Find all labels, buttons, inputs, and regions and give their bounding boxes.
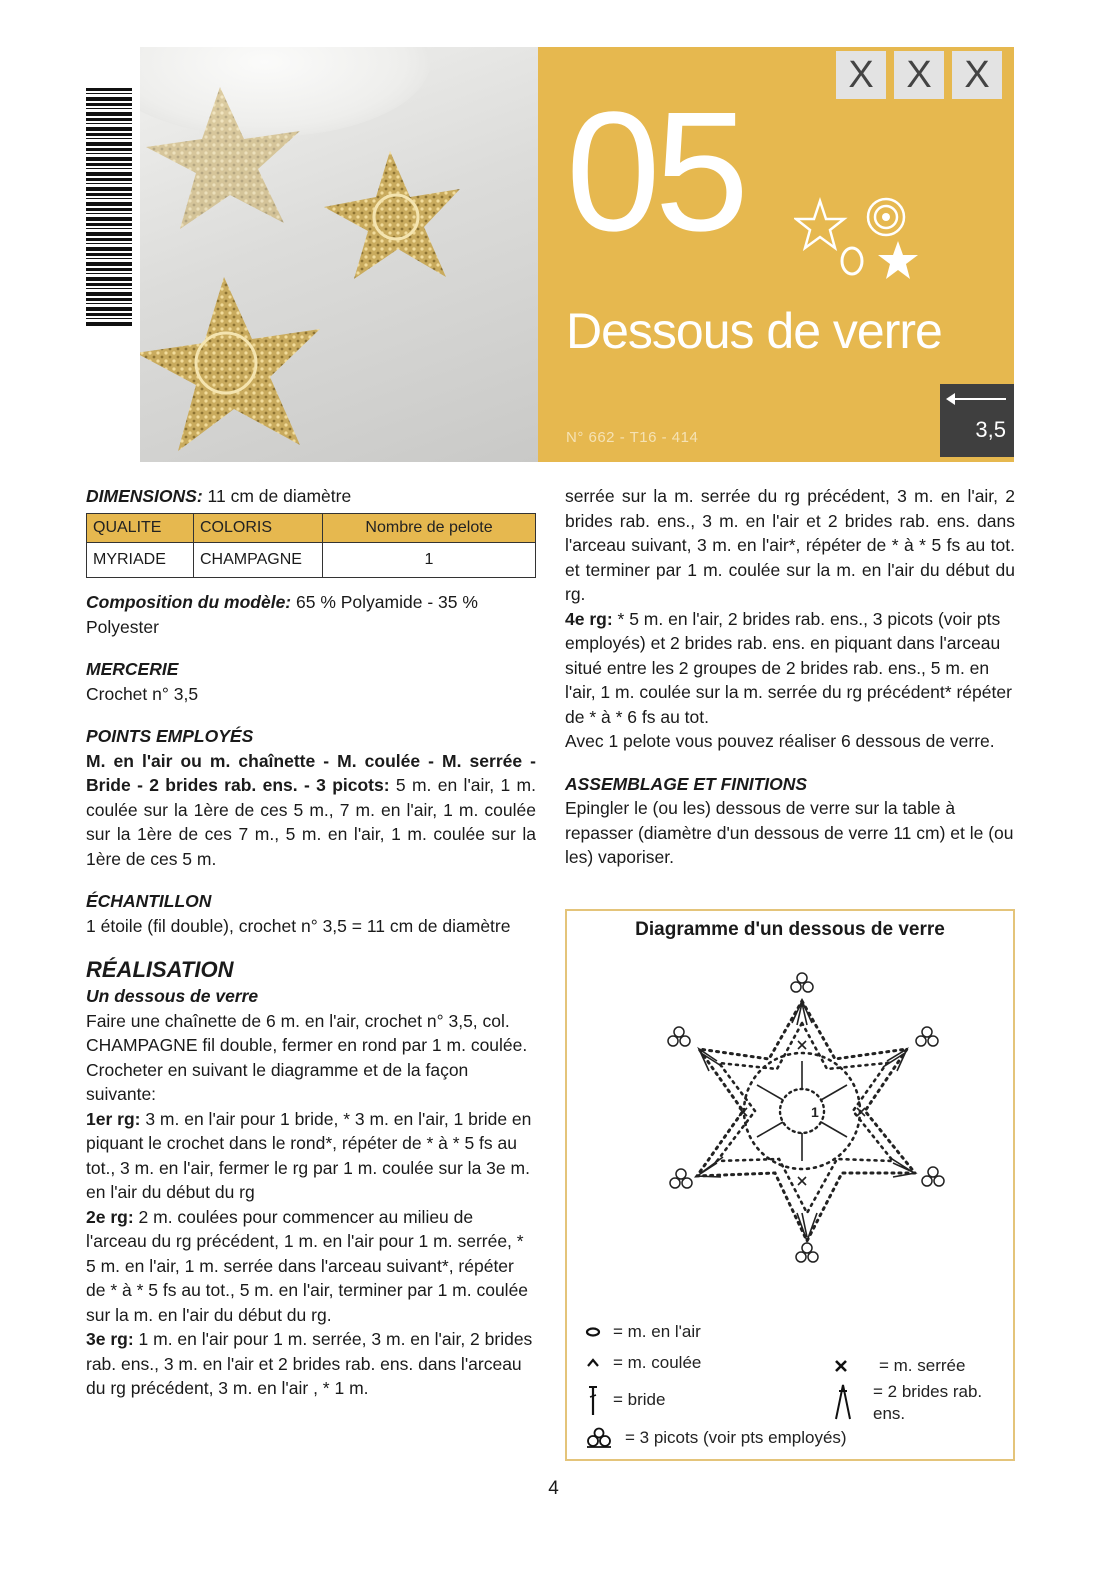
table-header: COLORIS bbox=[194, 513, 323, 543]
legend-item: = 3 picots (voir pts employés) bbox=[585, 1427, 1005, 1449]
star-outline-icon bbox=[796, 201, 844, 248]
arrow-left-icon bbox=[948, 398, 1006, 400]
right-column bbox=[565, 484, 1015, 870]
difficulty-mark: X bbox=[836, 51, 886, 99]
table-header-row bbox=[87, 513, 536, 543]
intro-text-2: Crocheter en suivant le diagramme et de la façon suivante: bbox=[86, 1059, 469, 1104]
title-panel bbox=[538, 47, 1014, 462]
chain-stitch-icon bbox=[585, 1325, 601, 1339]
legend-item: = m. serrée bbox=[833, 1351, 1013, 1381]
ring-icon bbox=[842, 248, 862, 274]
spiral-icon bbox=[868, 199, 904, 235]
table-header: QUALITE bbox=[87, 513, 194, 543]
hook-size: 3,5 bbox=[975, 417, 1006, 442]
single-crochet-icon bbox=[833, 1358, 849, 1374]
row-3-label: 3e rg: bbox=[86, 1329, 134, 1349]
composition-value: 65 % Polyamide - 35 % Polyester bbox=[86, 592, 478, 637]
table-row bbox=[87, 543, 536, 578]
composition bbox=[86, 590, 536, 639]
reference-code: N° 662 - T16 - 414 bbox=[566, 429, 699, 446]
table-cell: CHAMPAGNE bbox=[194, 543, 323, 578]
star-coaster-3 bbox=[140, 277, 320, 451]
row-2 bbox=[86, 1205, 536, 1328]
row-2-label: 2e rg: bbox=[86, 1206, 134, 1227]
hook-size-box bbox=[940, 384, 1014, 457]
realisation-heading: RÉALISATION bbox=[86, 957, 234, 982]
table-header: Nombre de pelote bbox=[323, 513, 536, 543]
points-text bbox=[86, 749, 536, 872]
star-coaster-2 bbox=[324, 151, 460, 279]
legend-item: = m. coulée bbox=[585, 1347, 785, 1379]
row-4-text: * 5 m. en l'air, 2 brides rab. ens., 3 picots (voir pts employés) et 2 brides rab. ens. en piquant dans l'arceau situé entre les 2 groupes de 2 brides rab. ens., 5 m. en l'air, 1 m. coulée sur la m. serrée du rg précédent* répéter de * à * 6 fs au tot. bbox=[565, 608, 1012, 727]
star-coaster-1 bbox=[146, 87, 300, 229]
legend-item: = m. en l'air bbox=[585, 1317, 785, 1347]
star-coasters-illustration bbox=[140, 47, 538, 462]
legend-right bbox=[833, 1351, 1013, 1427]
points-heading: POINTS EMPLOYÉS bbox=[86, 726, 254, 746]
mercerie-value: Crochet n° 3,5 bbox=[86, 683, 199, 704]
assemblage-heading: ASSEMBLAGE ET FINITIONS bbox=[565, 773, 808, 794]
difficulty-mark: X bbox=[894, 51, 944, 99]
mercerie-heading: MERCERIE bbox=[86, 659, 179, 679]
pelote-note: Avec 1 pelote vous pouvez réaliser 6 dessous de verre. bbox=[565, 731, 995, 751]
dimensions bbox=[86, 484, 536, 509]
cluster-icon bbox=[833, 1381, 853, 1421]
double-crochet-icon bbox=[585, 1383, 601, 1417]
slip-stitch-icon bbox=[585, 1356, 601, 1370]
row-1-label: 1er rg: bbox=[86, 1108, 141, 1129]
points-bold: M. en l'air ou m. chaînette - M. coulée - M. serrée - Bride - 2 brides rab. ens. - 3 picots: bbox=[86, 750, 536, 795]
subheading: Un dessous de verre bbox=[86, 986, 259, 1006]
diagram-title: Diagramme d'un dessous de verre bbox=[635, 919, 945, 940]
echantillon-heading: ÉCHANTILLON bbox=[86, 891, 212, 911]
pattern-number: 05 bbox=[566, 77, 744, 267]
row-1 bbox=[86, 1107, 536, 1205]
barcode bbox=[86, 88, 132, 328]
table-cell: 1 bbox=[323, 543, 536, 578]
page-number: 4 bbox=[548, 1478, 559, 1499]
intro-text: Faire une chaînette de 6 m. en l'air, crochet n° 3,5, col. CHAMPAGNE fil double, fermer en rond par 1 m. coulée. bbox=[86, 1010, 528, 1055]
dimensions-value: 11 cm de diamètre bbox=[202, 486, 352, 506]
center-label: 1 bbox=[811, 1104, 819, 1120]
picot-icon bbox=[585, 1427, 613, 1449]
row-4 bbox=[565, 607, 1015, 730]
yarn-table bbox=[86, 513, 536, 579]
points-detail: 5 m. en l'air, 1 m. coulée sur la 1ère de ces 5 m., 7 m. en l'air, 1 m. coulée sur la 1ère de ces 7 m., 5 m. en l'air, 1 m. coulée sur la 1ère de ces 5 m. bbox=[86, 775, 536, 869]
crochet-diagram bbox=[565, 909, 1015, 1461]
assemblage-text: Epingler le (ou les) dessous de verre sur la table à repasser (diamètre d'un dessous de verre 11 cm) et le (ou les) vaporiser. bbox=[565, 798, 1014, 867]
legend-left bbox=[585, 1317, 785, 1421]
left-column bbox=[86, 484, 536, 1401]
table-cell: MYRIADE bbox=[87, 543, 194, 578]
row-3-continued: serrée sur la m. serrée du rg précédent, 3 m. en l'air, 2 brides rab. ens., 3 m. en l'air et 2 brides rab. ens. dans l'arceau suivant, 3 m. en l'air*, répéter de * à * 5 fs au tot. et terminer par 1 m. coulée sur la m. en l'air du début du rg. bbox=[565, 486, 1015, 604]
echantillon-value: 1 étoile (fil double), crochet n° 3,5 = 11 cm de diamètre bbox=[86, 915, 511, 936]
row-2-text: 2 m. coulées pour commencer au milieu de l'arceau du rg précédent, 1 m. en l'air pour 1 m. serrée, * 5 m. en l'air, 1 m. serrée dans l'arceau suivant*, répéter de * à * 5 fs au tot., 5 m. en l'air, terminer par 1 m. coulée sur la m. en l'air du début du rg. bbox=[86, 1206, 529, 1325]
composition-label: Composition du modèle: bbox=[86, 592, 292, 612]
row-4-label: 4e rg: bbox=[565, 608, 613, 629]
star-stitch-diagram bbox=[597, 951, 987, 1291]
product-photo bbox=[140, 47, 538, 462]
legend-item: = 2 brides rab. ens. bbox=[833, 1381, 1013, 1427]
row-1-text: 3 m. en l'air pour 1 bride, * 3 m. en l'air, 1 bride en piquant le crochet dans le rond*, répéter de * à * 5 fs au tot., 3 m. en l'air, fermer le rg par 1 m. coulée sur la 3e m. en l'air du début du rg bbox=[86, 1108, 532, 1202]
legend-item: = bride bbox=[585, 1379, 785, 1421]
difficulty-mark: X bbox=[952, 51, 1002, 99]
decor-icons bbox=[794, 195, 924, 285]
row-3 bbox=[86, 1327, 536, 1401]
star-icon bbox=[878, 241, 918, 279]
pattern-title: Dessous de verre bbox=[566, 303, 942, 359]
row-3-text: 1 m. en l'air pour 1 m. serrée, 3 m. en l'air, 2 brides rab. ens., 3 m. en l'air et 2 brides rab. ens. dans l'arceau du rg précédent, 3 m. en l'air , * 1 m. bbox=[86, 1329, 533, 1398]
dimensions-label: DIMENSIONS: bbox=[86, 486, 203, 506]
